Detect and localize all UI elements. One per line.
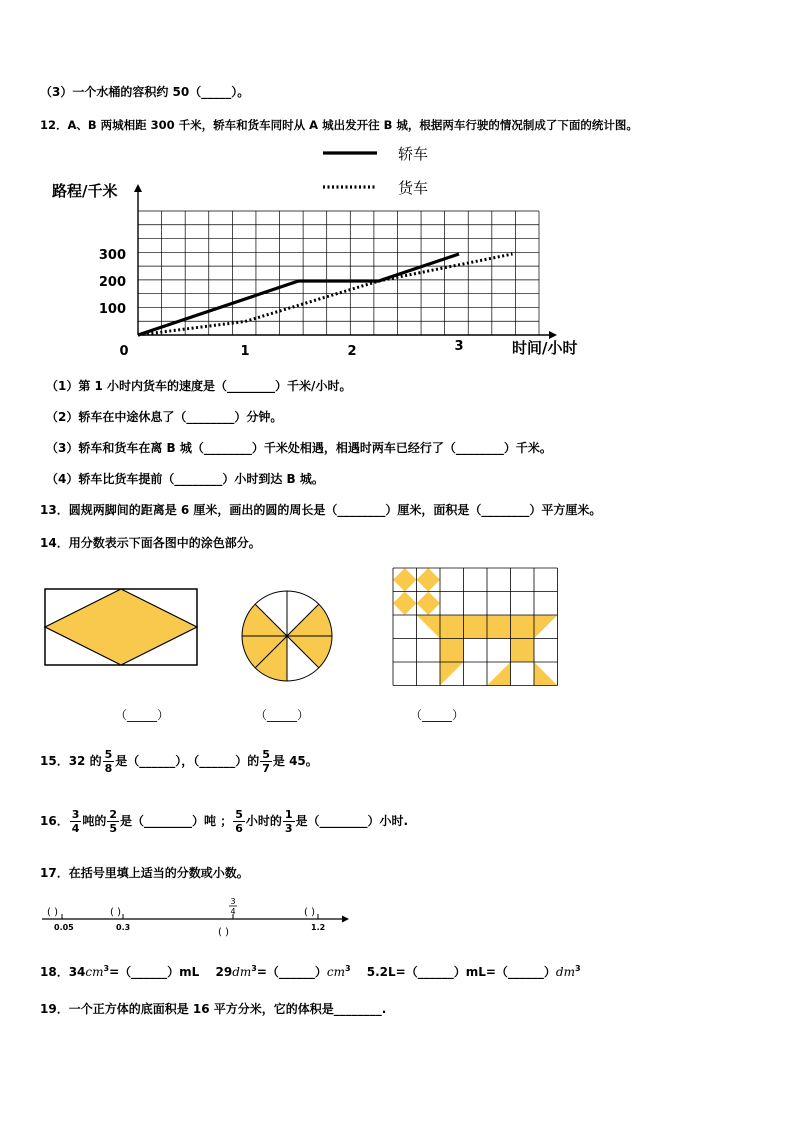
q18-unit-dm-2: dm — [555, 965, 575, 979]
shaded-region — [417, 592, 441, 616]
question-14-stem: 14．用分数表示下面各图中的涂色部分。 — [40, 536, 261, 550]
q16-fraction-1 — [70, 808, 82, 835]
q18-text-3: 5.2L=（______）mL=（______） — [350, 965, 556, 979]
answer-blank-grid: （_____） — [410, 708, 465, 722]
q15-text-2: 是（______），（______）的 — [115, 754, 260, 768]
q16-number: 16． — [40, 814, 69, 828]
question-19: 19．一个正方体的底面积是 16 平方分米，它的体积是________. — [40, 1002, 387, 1016]
eighths-circle-figure — [242, 591, 332, 681]
blank-above-1.2: ( ) — [304, 907, 315, 918]
question-11-part-3: （3）一个水桶的容积约 50（_____）。 — [40, 85, 250, 99]
q18-text-0: 18．34 — [40, 965, 86, 979]
q16-fraction-3 — [233, 808, 245, 835]
q18-unit-cm: cm — [85, 965, 104, 979]
q15-text-1: 15．32 的 — [40, 754, 102, 768]
q18-unit-exp-1: 3 — [103, 964, 110, 973]
q16-text-1: 吨的 — [82, 814, 107, 828]
blank-above-0.05: ( ) — [47, 907, 58, 918]
answer-blank-circle: （_____） — [255, 708, 310, 722]
q16-f1-denominator: 4 — [71, 822, 80, 835]
shaded-region — [393, 568, 417, 592]
shaded-region — [534, 662, 558, 686]
label-0.05: 0.05 — [54, 923, 74, 932]
legend-label-货车: 货车 — [398, 179, 429, 197]
q16-f1-numerator: 3 — [71, 808, 80, 821]
question-12-stem: 12．A、B 两城相距 300 千米，轿车和货车同时从 A 城出发开往 B 城，根据两车行驶的情况制成了下面的统计图。 — [40, 118, 638, 132]
blank-below-three-quarters: ( ) — [218, 927, 229, 938]
q15-fraction-2 — [260, 748, 272, 775]
q16-text-4: 是（________）小时. — [295, 814, 409, 828]
label-1.2: 1.2 — [311, 923, 326, 932]
q15-f2-numerator: 5 — [262, 748, 270, 761]
y-tick-label: 300 — [98, 248, 126, 263]
travel-line-chart — [0, 140, 794, 370]
q16-text-2: 是（________）吨 ； — [120, 814, 233, 828]
q18-unit-dm: dm — [232, 965, 252, 979]
x-axis-arrow — [549, 331, 557, 339]
chart-legend — [323, 145, 428, 197]
three-quarters-numerator: 3 — [230, 897, 236, 906]
shaded-region — [393, 592, 417, 616]
question-12-part-1: （1）第 1 小时内货车的速度是（________）千米/小时。 — [46, 379, 352, 393]
rhombus-in-rectangle-figure — [45, 589, 197, 665]
y-axis-label: 路程/千米 — [52, 182, 118, 200]
question-12-part-4: （4）轿车比货车提前（________）小时到达 B 城。 — [46, 472, 324, 486]
q16-text-3: 小时的 — [245, 814, 282, 828]
x-tick-label: 2 — [347, 344, 357, 359]
number-line — [0, 893, 794, 943]
q15-text-3: 是 45。 — [272, 754, 318, 768]
shaded-region — [417, 568, 441, 592]
q16-f2-denominator: 5 — [109, 822, 118, 835]
x-tick-label: 1 — [240, 344, 250, 359]
q18-text-2: =（______） — [256, 965, 327, 979]
q15-fraction-1 — [103, 748, 115, 775]
q16-fraction-2 — [107, 808, 119, 835]
shaded-region — [440, 662, 464, 686]
question-16 — [40, 808, 408, 835]
q15-f1-denominator: 8 — [104, 762, 113, 775]
question-12-part-3: （3）轿车和货车在离 B 城（________）千米处相遇，相遇时两车已经行了（________）千米。 — [46, 441, 552, 455]
x-tick-label: 3 — [454, 339, 464, 354]
x-tick-label: 0 — [119, 344, 129, 359]
q18-unit-exp-2: 3 — [251, 964, 257, 973]
q18-text-1: =（______）mL 29 — [109, 965, 233, 979]
question-12-part-2: （2）轿车在中途休息了（________）分钟。 — [46, 410, 283, 424]
q16-f4-numerator: 1 — [284, 808, 293, 821]
q15-f2-denominator: 7 — [262, 762, 270, 775]
q18-unit-exp-3: 3 — [345, 964, 351, 973]
q16-f3-numerator: 5 — [235, 808, 243, 821]
y-tick-label: 100 — [98, 302, 126, 317]
chart-axes — [99, 184, 557, 359]
y-axis-arrow — [134, 184, 142, 192]
question-17-stem: 17．在括号里填上适当的分数或小数。 — [40, 866, 249, 880]
answer-blank-rhombus: （_____） — [115, 708, 170, 722]
question-13: 13．圆规两脚间的距离是 6 厘米，画出的圆的周长是（________）厘米，面积是（________）平方厘米。 — [40, 503, 602, 517]
label-0.3: 0.3 — [116, 923, 131, 932]
shaded-region — [487, 662, 511, 686]
question-18 — [40, 963, 581, 980]
x-axis-label: 时间/小时 — [512, 339, 578, 357]
shaded-grid-figure — [393, 568, 558, 686]
blank-above-0.3: ( ) — [110, 907, 121, 918]
three-quarters-denominator: 4 — [230, 907, 236, 916]
q16-f4-denominator: 3 — [284, 822, 293, 835]
shaded-figures — [0, 560, 794, 700]
q16-f3-denominator: 6 — [235, 822, 243, 835]
q16-f2-numerator: 2 — [109, 808, 118, 821]
q16-fraction-4 — [283, 808, 295, 835]
question-15 — [40, 748, 318, 775]
q18-unit-cm-2: cm — [326, 965, 345, 979]
y-tick-label: 200 — [98, 275, 126, 290]
q15-f1-numerator: 5 — [104, 748, 113, 761]
legend-label-轿车: 轿车 — [398, 145, 429, 163]
q18-unit-exp-4: 3 — [574, 964, 581, 973]
